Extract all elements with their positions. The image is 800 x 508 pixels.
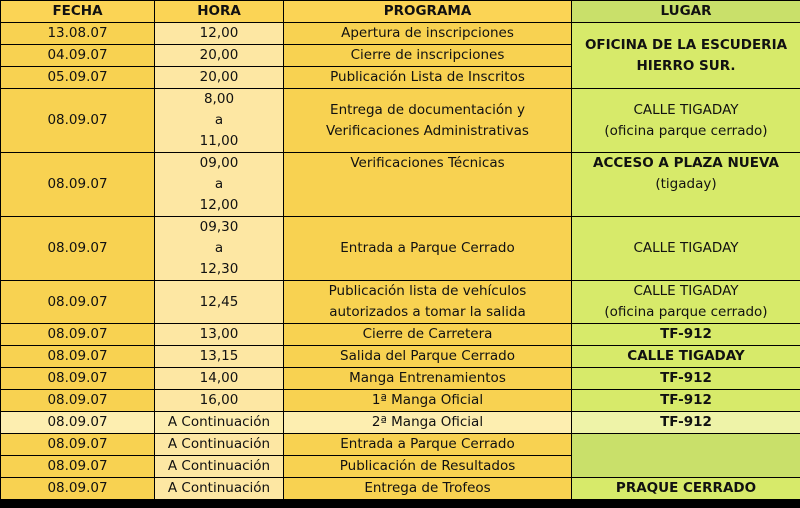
hora-line: a (214, 176, 224, 192)
fecha-cell: 08.09.07 (1, 478, 155, 500)
fecha-cell: 08.09.07 (1, 368, 155, 390)
fecha-cell: 05.09.07 (1, 67, 155, 89)
table-row (1, 324, 800, 346)
hora-cell (155, 217, 284, 281)
hora-line: 12,00 (199, 197, 239, 213)
programa-cell: 1ª Manga Oficial (284, 390, 572, 412)
table-row (1, 390, 800, 412)
programa-cell: Manga Entrenamientos (284, 368, 572, 390)
lugar-line: (tigaday) (655, 176, 717, 192)
fecha-cell: 08.09.07 (1, 89, 155, 153)
programa-cell: 2ª Manga Oficial (284, 412, 572, 434)
fecha-cell: 08.09.07 (1, 217, 155, 281)
hora-line: a (214, 240, 224, 256)
lugar-line: (oficina parque cerrado) (604, 304, 768, 320)
header-programa: PROGRAMA (284, 1, 572, 23)
lugar-cell (572, 23, 800, 89)
lugar-cell-empty (572, 434, 800, 478)
table-row (1, 478, 800, 500)
programa-cell: Publicación Lista de Inscritos (284, 67, 572, 89)
lugar-line: OFICINA DE LA ESCUDERIA (584, 36, 788, 53)
lugar-cell: TF-912 (572, 368, 800, 390)
lugar-cell: PRAQUE CERRADO (572, 478, 800, 500)
hora-cell: 13,15 (155, 346, 284, 368)
hora-cell: A Continuación (155, 456, 284, 478)
programa-cell: Cierre de Carretera (284, 324, 572, 346)
hora-line: 8,00 (203, 91, 235, 107)
lugar-cell (572, 89, 800, 153)
fecha-cell: 08.09.07 (1, 412, 155, 434)
lugar-cell: CALLE TIGADAY (572, 346, 800, 368)
lugar-cell (572, 153, 800, 217)
fecha-cell: 08.09.07 (1, 281, 155, 324)
hora-cell: 14,00 (155, 368, 284, 390)
programa-line: Entrega de documentación y (330, 101, 525, 118)
table-row (1, 217, 800, 281)
hora-cell: 12,00 (155, 23, 284, 45)
hora-line: 09,30 (199, 219, 239, 235)
hora-line: 11,00 (199, 133, 239, 149)
lugar-line: HIERRO SUR. (636, 57, 736, 74)
lugar-line: CALLE TIGADAY (633, 101, 739, 118)
hora-cell: 13,00 (155, 324, 284, 346)
fecha-cell: 08.09.07 (1, 346, 155, 368)
programa-cell (284, 89, 572, 153)
programa-line: autorizados a tomar la salida (329, 304, 526, 320)
hora-cell: 20,00 (155, 67, 284, 89)
lugar-cell: TF-912 (572, 412, 800, 434)
fecha-cell: 08.09.07 (1, 153, 155, 217)
table-row (1, 368, 800, 390)
table-row (1, 346, 800, 368)
header-row (1, 1, 800, 23)
programa-cell: Entrada a Parque Cerrado (284, 434, 572, 456)
hora-line: 12,30 (199, 261, 239, 277)
table-row (1, 23, 800, 45)
header-fecha: FECHA (1, 1, 155, 23)
hora-cell: 20,00 (155, 45, 284, 67)
hora-line: a (214, 112, 224, 128)
table-row (1, 434, 800, 456)
programa-cell: Salida del Parque Cerrado (284, 346, 572, 368)
programa-cell: Entrada a Parque Cerrado (284, 217, 572, 281)
lugar-line: (oficina parque cerrado) (604, 122, 768, 139)
fecha-cell: 08.09.07 (1, 324, 155, 346)
fecha-cell: 08.09.07 (1, 434, 155, 456)
header-hora: HORA (155, 1, 284, 23)
table-row (1, 281, 800, 324)
table-row (1, 412, 800, 434)
programa-cell (284, 281, 572, 324)
programa-cell: Publicación de Resultados (284, 456, 572, 478)
hora-line: 09,00 (199, 155, 239, 171)
hora-cell (155, 153, 284, 217)
programa-cell: Verificaciones Técnicas (284, 153, 572, 217)
fecha-cell: 13.08.07 (1, 23, 155, 45)
hora-cell: A Continuación (155, 478, 284, 500)
fecha-cell: 08.09.07 (1, 390, 155, 412)
programa-cell: Apertura de inscripciones (284, 23, 572, 45)
programa-line: Publicación lista de vehículos (328, 283, 527, 299)
lugar-cell: TF-912 (572, 390, 800, 412)
table-row (1, 89, 800, 153)
programa-cell: Cierre de inscripciones (284, 45, 572, 67)
fecha-cell: 04.09.07 (1, 45, 155, 67)
lugar-cell (572, 281, 800, 324)
programa-line: Verificaciones Administrativas (326, 122, 529, 139)
hora-cell (155, 89, 284, 153)
hora-cell: 16,00 (155, 390, 284, 412)
hora-cell: A Continuación (155, 412, 284, 434)
lugar-cell: CALLE TIGADAY (572, 217, 800, 281)
lugar-cell: TF-912 (572, 324, 800, 346)
hora-cell: A Continuación (155, 434, 284, 456)
lugar-line: CALLE TIGADAY (633, 283, 739, 299)
header-lugar: LUGAR (572, 1, 800, 23)
fecha-cell: 08.09.07 (1, 456, 155, 478)
hora-cell: 12,45 (155, 281, 284, 324)
table-row (1, 153, 800, 217)
lugar-line: ACCESO A PLAZA NUEVA (593, 155, 779, 171)
programa-cell: Entrega de Trofeos (284, 478, 572, 500)
